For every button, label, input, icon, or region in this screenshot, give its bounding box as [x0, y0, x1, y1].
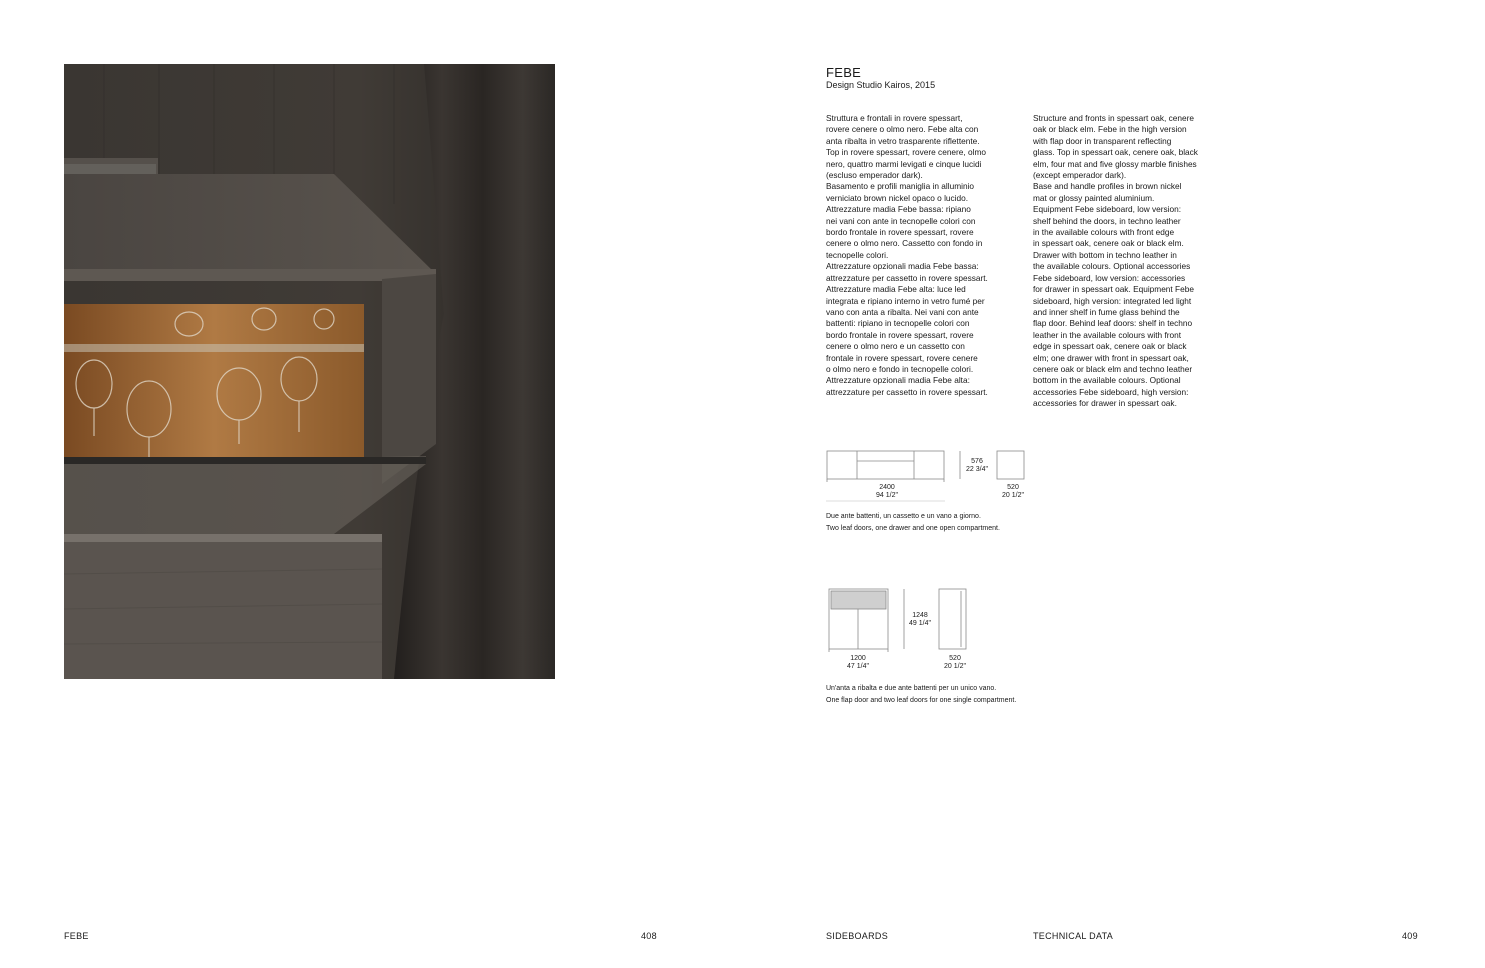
footer-product-name: FEBE — [64, 931, 89, 941]
drawing2-depth-mm: 520 — [949, 655, 961, 662]
product-photo — [64, 64, 555, 679]
drawing1-height-in: 22 3/4" — [966, 465, 988, 473]
drawing1-width-in: 94 1/2" — [876, 491, 898, 499]
drawing1-height-mm: 576 — [971, 458, 983, 465]
drawing1-depth-in: 20 1/2" — [1002, 491, 1024, 499]
footer-subsection: TECHNICAL DATA — [1033, 931, 1114, 941]
drawing1-depth — [996, 484, 1030, 499]
drawing1-width — [855, 484, 919, 499]
drawing2-caption-en: One flap door and two leaf doors for one single compartment. — [826, 696, 1017, 704]
drawing1-caption — [826, 511, 1000, 534]
drawing1-caption-en: Two leaf doors, one drawer and one open compartment. — [826, 524, 1000, 532]
high-sideboard-drawing — [826, 586, 971, 656]
drawing2-width-in: 47 1/4" — [847, 662, 869, 670]
drawing2-caption — [826, 683, 1016, 706]
description-italian: Struttura e frontali in rovere spessart, rovere cenere o olmo nero. Febe alta con anta ribalta in vetro trasparente riflettente. Top in rovere spessart, rovere cenere, olmo nero, quattro marmi levigati e cinque lucidi (escluso emperador dark). Basamento e profili maniglia in alluminio verniciato brown nickel opaco o lucido. Attrezzature madia Febe bassa: ripiano nei vani con ante in tecnopelle colori con bordo frontale in rovere spessart, rovere cenere o olmo nero. Cassetto con fondo in tecnopelle colori. Attrezzature opzionali madia Febe bassa: attrezzature per cassetto in rovere spessart. Attrezzature madia Febe alta: luce led integrata e ripiano interno in vetro fumé per vano con anta a ribalta. Nei vani con ante battenti: ripiano in tecnopelle colori con bordo frontale in rovere spessart, rovere cenere o olmo nero e un cassetto con frontale in rovere spessart, rovere cenere o olmo nero e fondo in tecnopelle colori. Attrezzature opzionali madia Febe alta: attrezzature per cassetto in rovere spessart. — [826, 113, 988, 397]
drawing2-height — [903, 612, 937, 627]
description-english: Structure and fronts in spessart oak, cenere oak or black elm. Febe in the high version with flap door in transparent reflecting glass. Top in spessart oak, cenere oak, black elm, four mat and five glossy marble finishes (except emperador dark). Base and handle profiles in brown nickel mat or glossy painted aluminium. Equipment Febe sideboard, low version: shelf behind the doors, in techno leather in the available colours with front edge in spessart oak, cenere oak or black elm. Drawer with bottom in techno leather in the available colours. Optional accessories Febe sideboard, low version: accessories for drawer in spessart oak. Equipment Febe sideboard, high version: integrated led light and inner shelf in fume glass behind the flap door. Behind leaf doors: shelf in techno leather in the available colours with front edge in spessart oak, cenere oak or black elm; one drawer with front in spessart oak, cenere oak or black elm and techno leather bottom in the available colours. Optional accessories Febe sideboard, high version: accessories for drawer in spessart oak. — [1033, 113, 1198, 409]
drawing2-depth — [938, 655, 972, 670]
drawing1-depth-mm: 520 — [1007, 484, 1019, 491]
drawing2-width-mm: 1200 — [850, 655, 866, 662]
drawing2-height-in: 49 1/4" — [909, 619, 931, 627]
page-number-left: 408 — [641, 931, 657, 941]
drawing2-height-mm: 1248 — [912, 612, 928, 619]
drawing1-caption-it: Due ante battenti, un cassetto e un vano a giorno. — [826, 513, 981, 520]
page-number-right: 409 — [1402, 931, 1418, 941]
product-title: FEBE — [826, 65, 862, 80]
drawing2-width — [827, 655, 889, 670]
product-designer: Design Studio Kairos, 2015 — [826, 80, 936, 90]
drawing2-depth-in: 20 1/2" — [944, 662, 966, 670]
drawing1-width-mm: 2400 — [879, 484, 895, 491]
drawing1-height — [962, 458, 992, 473]
footer-section: SIDEBOARDS — [826, 931, 889, 941]
sideboard-illustration — [64, 64, 555, 679]
drawing2-caption-it: Un'anta a ribalta e due ante battenti per un unico vano. — [826, 685, 997, 692]
